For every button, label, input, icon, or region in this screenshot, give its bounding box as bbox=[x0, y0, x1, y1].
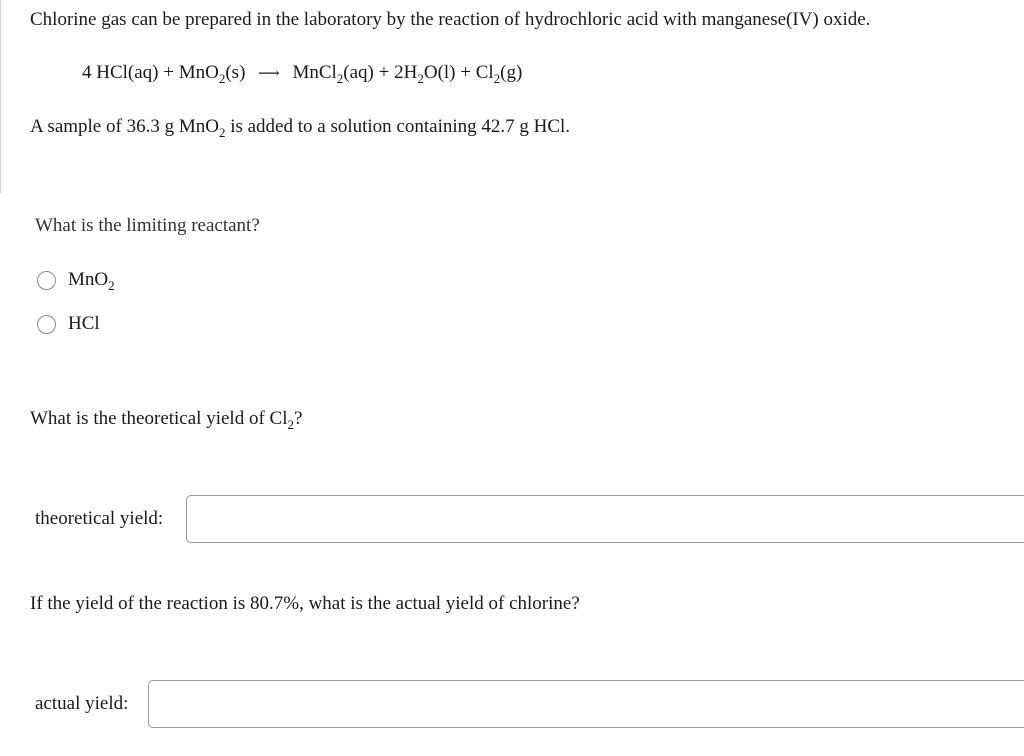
product-mncl2: MnCl$_2$(aq) bbox=[292, 62, 374, 86]
actual-yield-input[interactable] bbox=[148, 680, 1024, 728]
chemical-equation bbox=[82, 62, 522, 84]
option-label: HCl bbox=[68, 313, 100, 334]
plus-sign: + bbox=[378, 62, 390, 83]
coef-hcl: 4 bbox=[82, 62, 92, 83]
reactant-mno2: MnO$_2$(s) bbox=[178, 62, 246, 86]
reaction-arrow-icon: ⟶ bbox=[258, 66, 280, 82]
radio-button[interactable] bbox=[37, 315, 56, 334]
sample-statement: A sample of 36.3 g MnO$_2$ is added to a solution containing 42.7 g HCl. bbox=[30, 116, 571, 140]
option-mno2[interactable] bbox=[37, 268, 115, 292]
option-label: MnO$_2$ bbox=[68, 269, 115, 293]
plus-sign: + bbox=[163, 62, 174, 83]
option-hcl[interactable] bbox=[37, 312, 100, 336]
actual-yield-label: actual yield: bbox=[35, 693, 129, 714]
intro-text: Chlorine gas can be prepared in the laboratory by the reaction of hydrochloric acid with manganese(IV) oxide. bbox=[30, 9, 871, 30]
question-actual-yield: If the yield of the reaction is 80.7%, what is the actual yield of chlorine? bbox=[30, 593, 580, 614]
reactant-hcl: HCl(aq) bbox=[96, 62, 159, 83]
question-limiting-reactant: What is the limiting reactant? bbox=[35, 215, 260, 236]
product-cl2: $Cl_2(g)$ bbox=[475, 62, 523, 86]
coef-h2o: 2 bbox=[394, 62, 404, 83]
plus-sign: + bbox=[460, 62, 471, 83]
left-divider bbox=[0, 0, 1, 193]
theoretical-yield-input[interactable] bbox=[186, 495, 1024, 543]
question-theoretical-yield: What is the theoretical yield of $Cl_2$? bbox=[30, 408, 303, 432]
theoretical-yield-label: theoretical yield: bbox=[35, 508, 164, 529]
product-h2o: $H_2O(l)$ bbox=[403, 62, 456, 86]
radio-button[interactable] bbox=[37, 271, 56, 290]
